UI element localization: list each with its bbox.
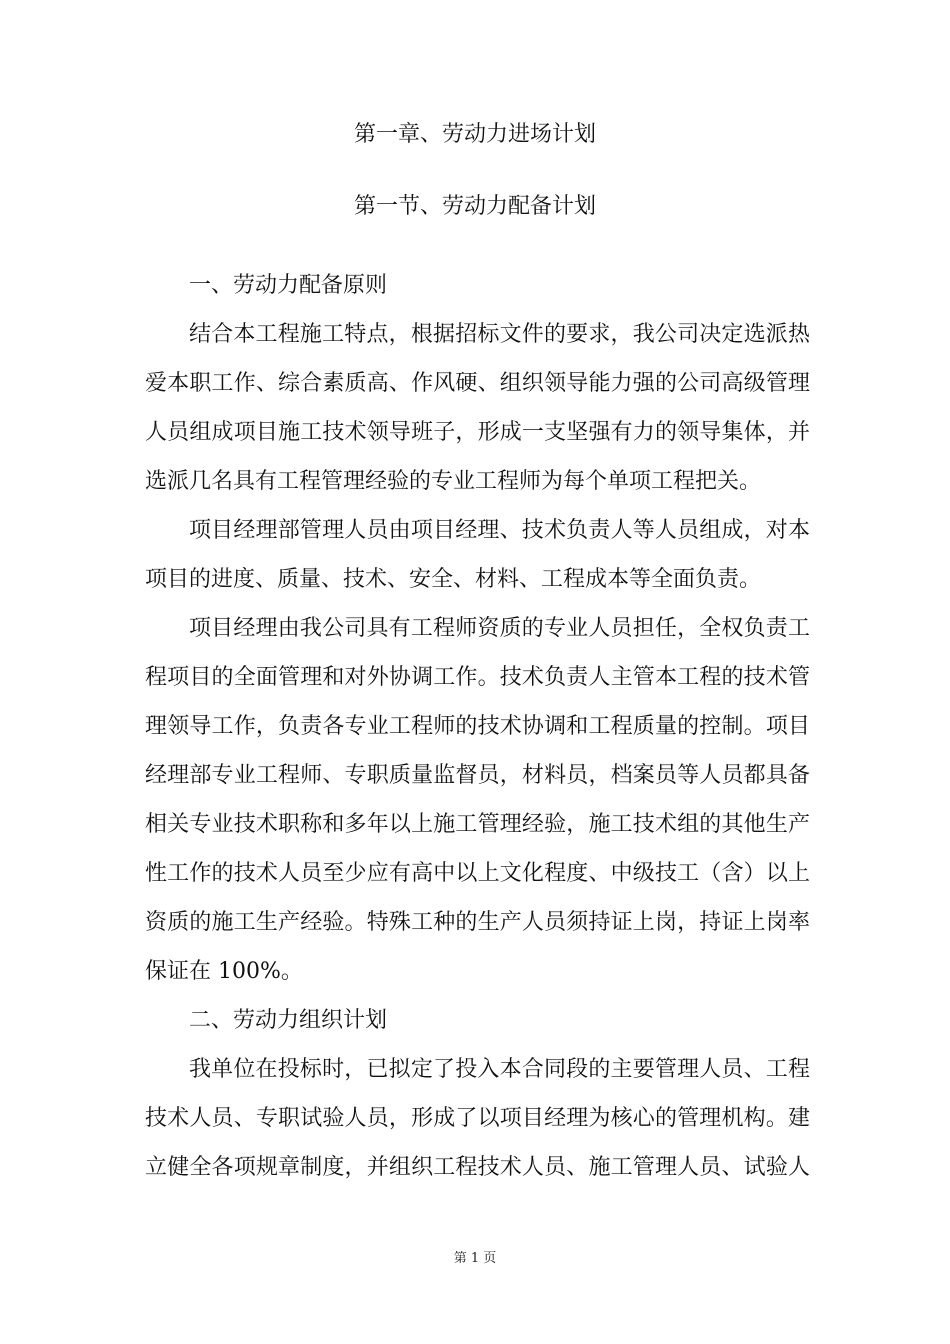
text-line: 项目的进度、质量、技术、安全、材料、工程成本等全面负责。 [145, 567, 762, 592]
text-line: 我单位在投标时，已拟定了投入本合同段的主要管理人员、工程 [189, 1057, 810, 1082]
text-line: 性工作的技术人员至少应有高中以上文化程度、中级技工（含）以上 [145, 861, 810, 886]
section-title: 第一节、劳动力配备计划 [353, 194, 596, 219]
text-line: 人员组成项目施工技术领导班子，形成一支坚强有力的领导集体，并 [145, 420, 810, 445]
text-line: 技术人员、专职试验人员，形成了以项目经理为核心的管理机构。建 [145, 1106, 810, 1131]
text-line: 选派几名具有工程管理经验的专业工程师为每个单项工程把关。 [145, 469, 762, 494]
text-line: 理领导工作，负责各专业工程师的技术协调和工程质量的控制。项目 [145, 714, 810, 739]
text-line: 经理部专业工程师、专职质量监督员，材料员，档案员等人员都具备 [145, 763, 810, 788]
text-line: 项目经理由我公司具有工程师资质的专业人员担任，全权负责工 [189, 616, 810, 641]
text-line: 相关专业技术职称和多年以上施工管理经验，施工技术组的其他生产 [145, 812, 810, 837]
text-line: 立健全各项规章制度，并组织工程技术人员、施工管理人员、试验人 [145, 1155, 810, 1180]
text-line: 项目经理部管理人员由项目经理、技术负责人等人员组成，对本 [189, 518, 810, 543]
text-line: 程项目的全面管理和对外协调工作。技术负责人主管本工程的技术管 [145, 665, 810, 690]
text-line: 资质的施工生产经验。特殊工种的生产人员须持证上岗，持证上岗率 [145, 910, 810, 935]
body-text [145, 261, 810, 1192]
page-number: 第 1 页 [453, 1251, 497, 1266]
chapter-title: 第一章、劳动力进场计划 [353, 122, 596, 147]
text-line: 结合本工程施工特点，根据招标文件的要求，我公司决定选派热 [189, 322, 810, 347]
text-line: 保证在 100%。 [145, 959, 303, 984]
text-line: 爱本职工作、综合素质高、作风硬、组织领导能力强的公司高级管理 [145, 371, 810, 396]
text-line: 二、劳动力组织计划 [189, 1008, 388, 1033]
text-line: 一、劳动力配备原则 [189, 273, 388, 298]
